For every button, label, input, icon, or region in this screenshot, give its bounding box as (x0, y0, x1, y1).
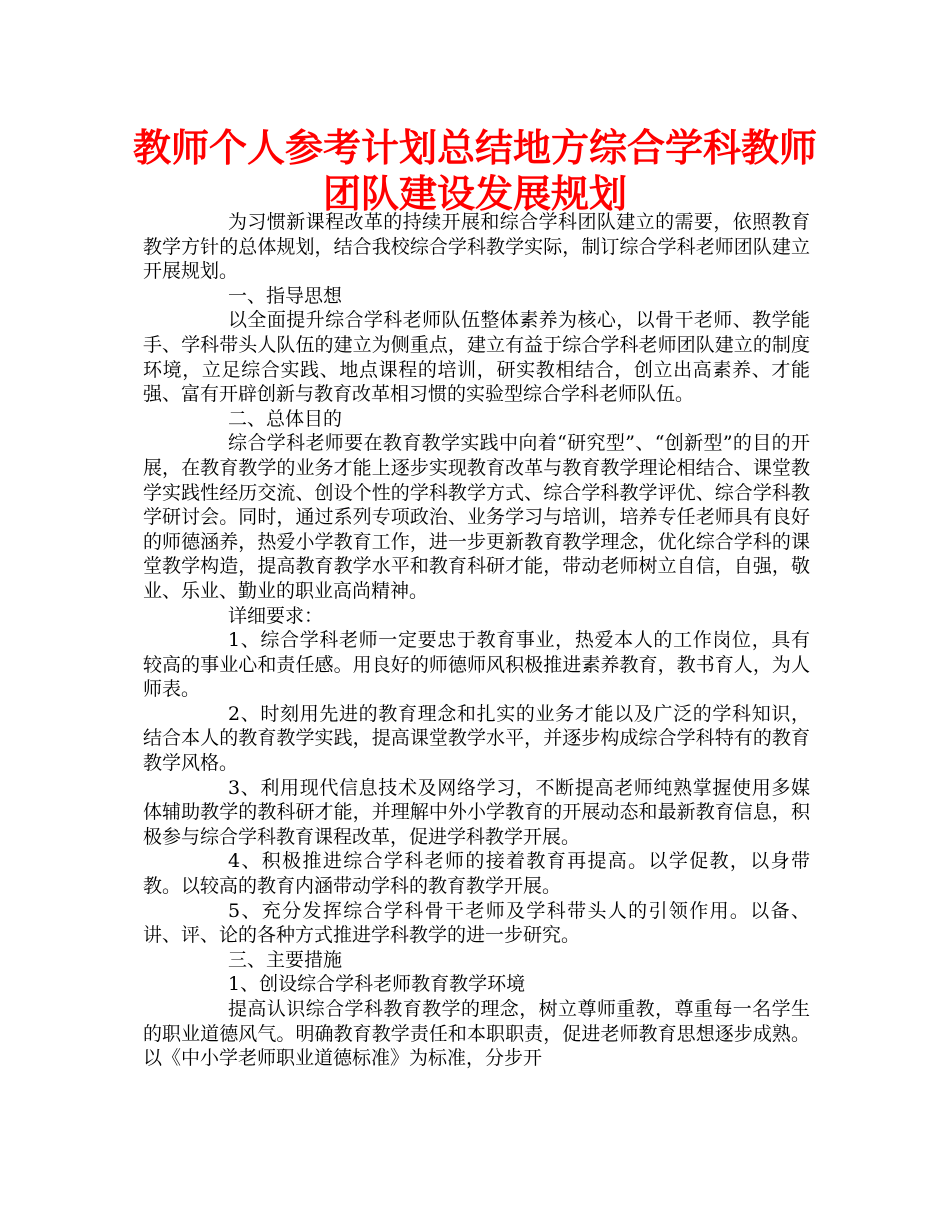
document-body (143, 210, 810, 1071)
section-heading-overall-goal: 二、总体目的 (228, 407, 343, 430)
section-heading-main-measures: 三、主要措施 (228, 948, 343, 971)
list-item: 1、综合学科老师一定要忠于教育事业，热爱本人的工作岗位，具有较高的事业心和责任感。用良好的师德师风积极推进素养教育，教书育人，为人师表。 (143, 629, 810, 701)
intro-paragraph: 为习惯新课程改革的持续开展和综合学科团队建立的需要，依照教育教学方针的总体规划，结合我校综合学科教学实际，制订综合学科老师团队建立开展规划。 (143, 211, 810, 283)
list-item: 3、利用现代信息技术及网络学习，不断提高老师纯熟掌握使用多媒体辅助教学的教科研才能，并理解中外小学教育的开展动态和最新教育信息，积极参与综合学科教育课程改革，促进学科教学开展。 (143, 776, 810, 848)
document-title-line-1: 教师个人参考计划总结地方综合学科教师 (132, 126, 817, 170)
document-title-line-2: 团队建设发展规划 (322, 172, 627, 216)
paragraph: 综合学科老师要在教育教学实践中向着“研究型”、“创新型”的目的开展，在教育教学的业务才能上逐步实现教育改革与教育教学理论相结合、课堂教学实践性经历交流、创设个性的学科教学方式、综合学科教学评优、综合学科教学研讨会。同时，通过系列专项政治、业务学习与培训，培养专任老师具有良好的师德涵养，热爱小学教育工作，进一步更新教育教学理念，优化综合学科的课堂教学构造，提高教育教学水平和教育科研才能，带动老师树立自信，自强，敬业、乐业、勤业的职业高尚精神。 (143, 432, 810, 602)
paragraph: 以全面提升综合学科老师队伍整体素养为核心，以骨干老师、教学能手、学科带头人队伍的建立为侧重点，建立有益于综合学科老师团队建立的制度环境，立足综合实践、地点课程的培训，研实教相结合，创立出高素养、才能强、富有开辟创新与教育改革相习惯的实验型综合学科老师队伍。 (143, 309, 810, 406)
list-item: 2、时刻用先进的教育理念和扎实的业务才能以及广泛的学科知识，结合本人的教育教学实践，提高课堂教学水平，并逐步构成综合学科特有的教育教学风格。 (143, 702, 810, 775)
list-item: 5、充分发挥综合学科骨干老师及学科带头人的引领作用。以备、讲、评、论的各种方式推进学科教学的进一步研究。 (143, 899, 810, 947)
section-heading-detailed-requirements: 详细要求： (228, 604, 324, 627)
section-heading-guiding-ideology: 一、指导思想 (228, 284, 343, 307)
list-item: 4、积极推进综合学科老师的接着教育再提高。以学促教，以身带教。以较高的教育内涵带动学科的教育教学开展。 (143, 850, 810, 898)
subsection-heading: 1、创设综合学科老师教育教学环境 (228, 973, 526, 996)
paragraph: 提高认识综合学科教育教学的理念，树立尊师重教，尊重每一名学生的职业道德风气。明确教育教学责任和本职职责，促进老师教育思想逐步成熟。以《中小学老师职业道德标准》为标准，分步开 (143, 998, 810, 1070)
